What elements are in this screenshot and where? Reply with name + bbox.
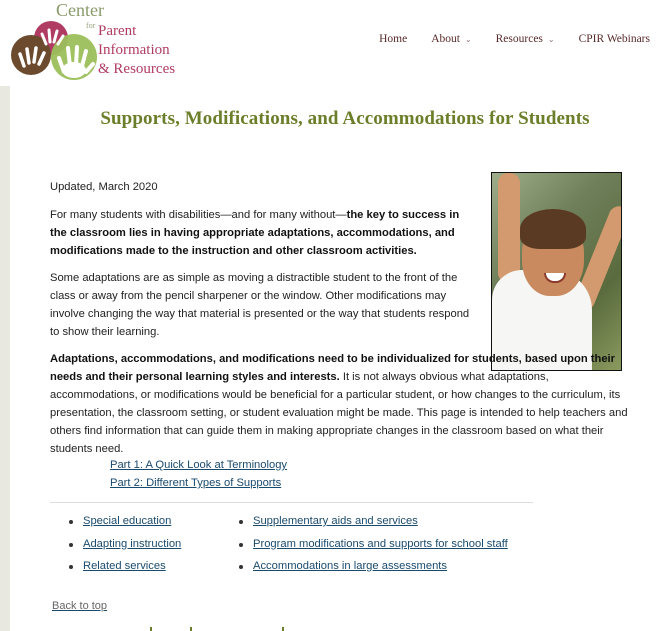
site-logo[interactable]: [8, 0, 198, 84]
individualized-bold-text: Adaptations, accommodations, and modifications need to be individualized for students, based upon their needs and their personal learning styles and interests.: [50, 353, 616, 383]
accommodations-assessments-link[interactable]: Accommodations in large assessments: [253, 560, 448, 572]
chevron-down-icon: ⌄: [464, 34, 472, 44]
page-title: Supports, Modifications, and Accommodations for Students: [100, 108, 590, 129]
main-nav: [355, 33, 650, 45]
logo-center-text: Center: [56, 0, 104, 20]
nav-about-label: About: [431, 33, 460, 45]
related-services-link[interactable]: Related services: [83, 560, 166, 572]
next-heading-cutoff: [150, 627, 290, 631]
part-links: [110, 456, 287, 492]
logo-parent-text: Parent: [98, 23, 137, 39]
site-header: [0, 0, 668, 86]
nav-cpir-webinars[interactable]: [579, 33, 650, 45]
intro-normal-text: For many students with disabilities—and for many without—: [50, 209, 347, 221]
logo-resources-text: & Resources: [98, 61, 176, 77]
nav-cpir-webinars-label: CPIR Webinars: [578, 33, 650, 45]
intro-paragraph: [50, 206, 475, 260]
nav-home-label: Home: [379, 33, 408, 45]
nav-about[interactable]: [431, 33, 471, 45]
list-item: [69, 533, 181, 556]
list-item: [239, 510, 508, 533]
nav-home[interactable]: [379, 33, 407, 45]
list-item: [69, 555, 181, 578]
supplementary-aids-link[interactable]: Supplementary aids and services: [253, 515, 418, 527]
nav-resources[interactable]: [496, 33, 555, 45]
topic-links-right: [239, 510, 508, 578]
chevron-down-icon: ⌄: [547, 34, 555, 44]
nav-resources-label: Resources: [495, 33, 543, 45]
intro-bold-text: the key to success in the classroom lies in having appropriate adaptations, accommodations, and modifications made to the instruction and other classroom activities.: [50, 209, 460, 257]
list-item: [69, 510, 181, 533]
part-1-link[interactable]: Part 1: A Quick Look at Terminology: [110, 459, 288, 471]
individualized-normal-text: It is not always obvious what adaptations, accommodations, or modifications would be beneficial for a particular student, or how changes to the curriculum, its presentation, the classroom setting, or student evaluation might be made. This page is intended to help teachers and others find information that can guide them in making appropriate changes in the classroom based on what their students need.: [50, 371, 628, 455]
list-item: [239, 533, 508, 556]
logo-for-text: for: [86, 21, 96, 30]
section-divider: [50, 502, 533, 503]
back-to-top-link[interactable]: Back to top: [52, 600, 108, 612]
program-modifications-link[interactable]: Program modifications and supports for school staff: [253, 537, 508, 550]
part-2-link[interactable]: Part 2: Different Types of Supports: [110, 477, 282, 489]
adapting-instruction-link[interactable]: Adapting instruction: [83, 537, 182, 550]
list-item: [239, 555, 508, 578]
updated-date: Updated, March 2020: [50, 181, 158, 193]
special-education-link[interactable]: Special education: [83, 515, 172, 527]
logo-information-text: Information: [98, 42, 170, 58]
adaptations-paragraph: Some adaptations are as simple as moving a distractible student to the front of the class or away from the pencil sharpener or the window. Other modifications may involve changing the way that material is presented or the way that students respond to show their learning.: [50, 272, 470, 338]
article-body: [50, 178, 635, 467]
topic-links-left: [69, 510, 181, 578]
left-gutter: [0, 86, 10, 631]
individualized-paragraph: [50, 350, 635, 458]
